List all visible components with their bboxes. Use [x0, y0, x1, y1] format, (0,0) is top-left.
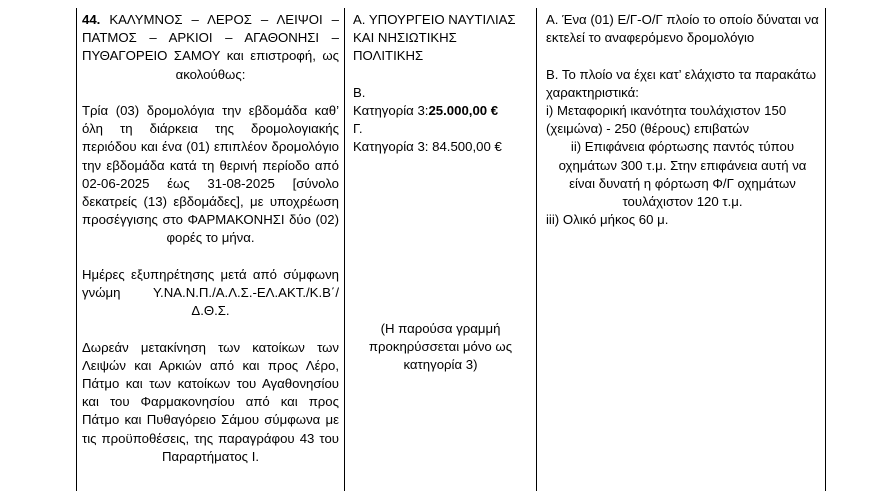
authority-c-category: Κατηγορία 3: 84.500,00 € — [353, 139, 502, 155]
route-title — [77, 11, 344, 84]
route-schedule: Τρία (03) δρομολόγια την εβδομάδα καθ’ όλη τη διάρκεια της δρομολογιακής περιόδου και ένα (01) επιπλέον δρομολόγιο την εβδομάδα κατά τη θερινή περίοδο από 02-06-2025 έως 31-08-2025 [σύνολο δεκατρείς (13) εβδομάδες], με υποχρέωση προσέγγισης στο ΦΑΡΜΑΚΟΝΗΣΙ δύο (02) φορές το μήνα. — [82, 103, 339, 246]
vessel-b-ii: ii) Επιφάνεια φόρτωσης παντός τύπου οχημάτων 300 τ.μ. Στην επιφάνεια αυτή να είναι δυνατή η φόρτωση Φ/Γ οχημάτων τουλάχιστον 120 τ.μ. — [558, 139, 807, 210]
authority-heading: Α. ΥΠΟΥΡΓΕΙΟ ΝΑΥΤΙΛΙΑΣ ΚΑΙ ΝΗΣΙΩΤΙΚΗΣ ΠΟΛΙΤΙΚΗΣ — [353, 12, 516, 64]
vessel-b-i: i) Μεταφορική ικανότητα τουλάχιστον 150 (χειμώνα) - 250 (θέρους) επιβατών — [546, 103, 787, 137]
route-title-text: ΚΑΛΥΜΝΟΣ – ΛΕΡΟΣ – ΛΕΙΨΟΙ – ΠΑΤΜΟΣ – ΑΡΚΙΟΙ – ΑΓΑΘΟΝΗΣΙ – ΠΥΘΑΓΟΡΕΙΟ ΣΑΜΟΥ και επιστροφή, ως ακολούθως: — [82, 12, 339, 82]
route-description-cell — [77, 8, 345, 491]
authority-b-label: Β. — [353, 84, 366, 100]
vessel-b-iii: iii) Ολικό μήκος 60 μ. — [546, 212, 669, 228]
route-free-transport: Δωρεάν μετακίνηση των κατοίκων των Λειψών και Αρκιών από και προς Λέρο, Πάτμο και των κατοίκων του Αγαθονησίου και του Φαρμακονησίου από και προς Πάτμο και Πυθαγόρειο Σάμου σύμφωνα με τις προϋποθέσεις, της παραγράφου 43 του Παραρτήματος Ι. — [82, 339, 339, 464]
authority-c-label: Γ. — [353, 121, 363, 137]
authority-b-amount: 25.000,00 € — [428, 103, 499, 118]
authority-cell — [345, 8, 537, 491]
route-service-days: Ημέρες εξυπηρέτησης μετά από σύμφωνη γνώμη Υ.ΝΑ.Ν.Π./Α.Λ.Σ.-ΕΛ.ΑΚΤ./Κ.Β΄/Δ.Θ.Σ. — [82, 266, 339, 319]
authority-b-category — [345, 102, 536, 120]
authority-note: (Η παρούσα γραμμή προκηρύσσεται μόνο ως κατηγορία 3) — [368, 320, 513, 373]
vessel-b-intro: Β. Το πλοίο να έχει κατ’ ελάχιστο τα παρακάτω χαρακτηριστικά: — [546, 66, 817, 100]
authority-b-category-prefix: Κατηγορία 3: — [353, 103, 429, 118]
vessel-a: Α. Ένα (01) Ε/Γ-Ο/Γ πλοίο το οποίο δύναται να εκτελεί το αναφερόμενο δρομολόγιο — [546, 12, 819, 46]
vessel-requirements-cell — [537, 8, 825, 491]
route-number: 44. — [82, 12, 101, 27]
route-table — [76, 8, 826, 491]
